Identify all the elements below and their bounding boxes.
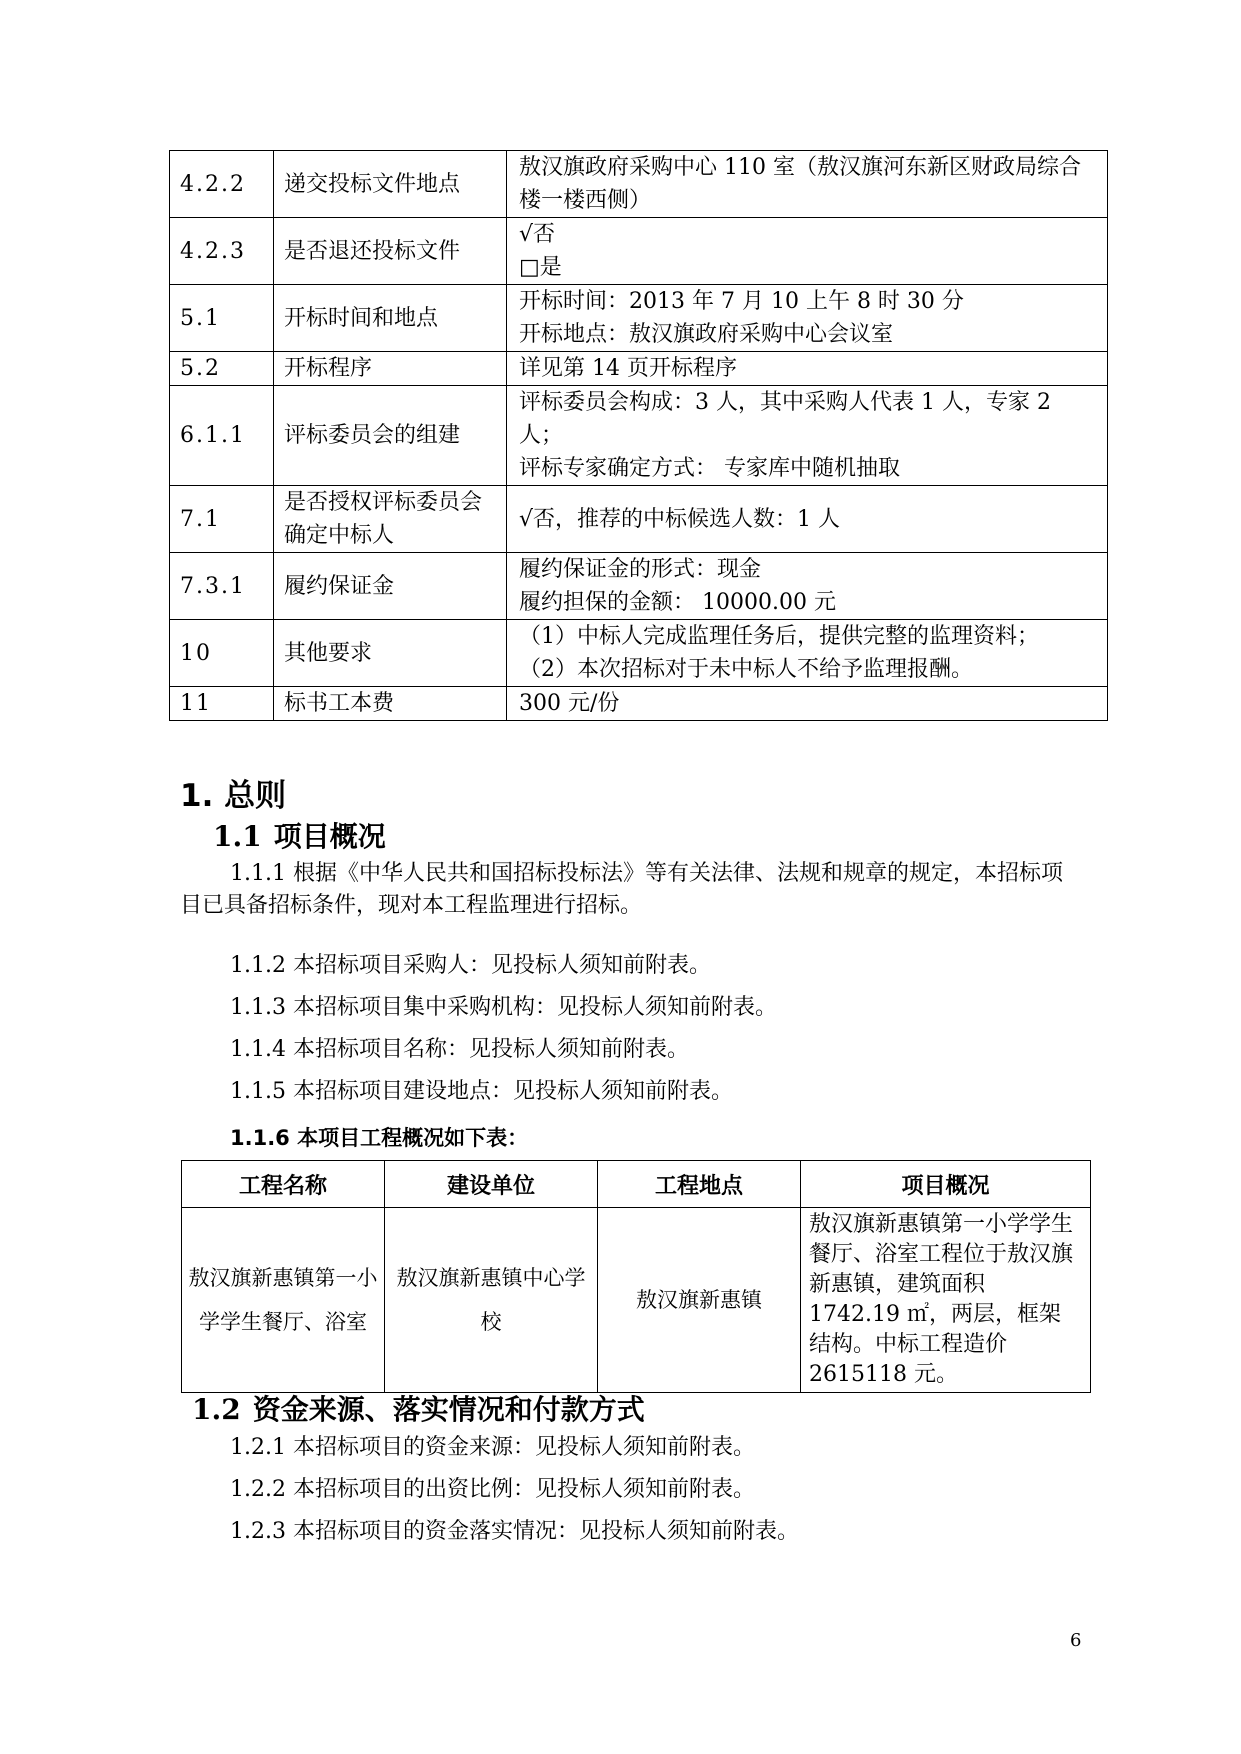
clause-number-cell: 7.1 (170, 486, 274, 553)
paragraph-1-1-2: 1.1.2 本招标项目采购人：见投标人须知前附表。 (230, 953, 711, 978)
content-line: 敖汉旗政府采购中心 110 室（敖汉旗河东新区财政局综合楼一楼西侧） (519, 155, 1081, 213)
table-row (170, 218, 1108, 285)
content-cell (507, 553, 1108, 620)
clause-number-cell: 5.1 (170, 285, 274, 352)
item-name-cell: 开标时间和地点 (274, 285, 507, 352)
data-sheet-table (169, 150, 1108, 721)
paragraph-1-1-5: 1.1.5 本招标项目建设地点：见投标人须知前附表。 (230, 1079, 733, 1104)
col-header-unit: 建设单位 (385, 1161, 598, 1208)
paragraph-1-2-3: 1.2.3 本招标项目的资金落实情况：见投标人须知前附表。 (230, 1519, 799, 1544)
cell-construction-unit: 敖汉旗新惠镇中心学校 (385, 1208, 598, 1393)
content-cell (507, 386, 1108, 486)
content-line: 履约担保的金额： 10000.00 元 (519, 590, 836, 615)
clause-number-cell: 5.2 (170, 352, 274, 386)
content-line: 评标委员会构成：3 人，其中采购人代表 1 人，专家 2 人； (519, 390, 1051, 448)
item-name-cell: 评标委员会的组建 (274, 386, 507, 486)
clause-number-cell: 11 (170, 687, 274, 721)
content-line: 评标专家确定方式： 专家库中随机抽取 (519, 456, 900, 481)
section-heading-1: 1. 总则 (180, 778, 287, 814)
content-line: 开标时间：2013 年 7 月 10 上午 8 时 30 分 (519, 289, 964, 314)
col-header-location: 工程地点 (598, 1161, 801, 1208)
table-row (182, 1208, 1091, 1393)
col-header-name: 工程名称 (182, 1161, 385, 1208)
section-heading-1-1: 1.1 项目概况 (213, 820, 386, 853)
content-cell (507, 687, 1108, 721)
cell-project-overview: 敖汉旗新惠镇第一小学学生餐厅、浴室工程位于敖汉旗新惠镇，建筑面积 1742.19 ㎡，两层，框架结构。中标工程造价 2615118 元。 (801, 1208, 1091, 1393)
project-overview-table (181, 1160, 1091, 1393)
table-header-row (182, 1161, 1091, 1208)
cell-project-name: 敖汉旗新惠镇第一小学学生餐厅、浴室 (182, 1208, 385, 1393)
clause-number-cell: 4.2.2 (170, 151, 274, 218)
table-row (170, 620, 1108, 687)
content-line: 300 元/份 (519, 691, 620, 716)
page-number: 6 (1070, 1630, 1082, 1651)
table-row (170, 285, 1108, 352)
table-row (170, 352, 1108, 386)
item-name-cell: 其他要求 (274, 620, 507, 687)
section-heading-1-2: 1.2 资金来源、落实情况和付款方式 (192, 1393, 645, 1426)
content-line: 开标地点：敖汉旗政府采购中心会议室 (519, 322, 894, 347)
paragraph-1-1-4: 1.1.4 本招标项目名称：见投标人须知前附表。 (230, 1037, 689, 1062)
item-name-cell: 开标程序 (274, 352, 507, 386)
content-line: 详见第 14 页开标程序 (519, 356, 737, 381)
clause-number-cell: 6.1.1 (170, 386, 274, 486)
paragraph-1-1-1: 1.1.1 根据《中华人民共和国招标投标法》等有关法律、法规和规章的规定，本招标项目已具备招标条件，现对本工程监理进行招标。 (180, 861, 1063, 918)
content-line: （1）中标人完成监理任务后，提供完整的监理资料； (519, 624, 1039, 649)
content-cell (507, 486, 1108, 553)
table-row (170, 687, 1108, 721)
item-name-cell: 是否退还投标文件 (274, 218, 507, 285)
paragraph-1-2-1: 1.2.1 本招标项目的资金来源：见投标人须知前附表。 (230, 1435, 755, 1460)
item-name-cell: 是否授权评标委员会确定中标人 (274, 486, 507, 553)
content-cell (507, 620, 1108, 687)
content-line: √否，推荐的中标候选人数：1 人 (519, 506, 841, 532)
content-cell (507, 151, 1108, 218)
table-row (170, 151, 1108, 218)
paragraph-1-2-2: 1.2.2 本招标项目的出资比例：见投标人须知前附表。 (230, 1477, 755, 1502)
content-line: 履约保证金的形式：现金 (519, 557, 762, 582)
content-line: （2）本次招标对于未中标人不给予监理报酬。 (519, 657, 973, 682)
clause-number-cell: 7.3.1 (170, 553, 274, 620)
content-line: □是 (519, 255, 562, 280)
col-header-overview: 项目概况 (801, 1161, 1091, 1208)
cell-project-location: 敖汉旗新惠镇 (598, 1208, 801, 1393)
item-name-cell: 履约保证金 (274, 553, 507, 620)
table-row (170, 486, 1108, 553)
content-cell (507, 285, 1108, 352)
clause-number-cell: 10 (170, 620, 274, 687)
table-row (170, 553, 1108, 620)
content-cell (507, 218, 1108, 285)
paragraph-1-1-6: 1.1.6 本项目工程概况如下表： (230, 1126, 529, 1150)
content-cell (507, 352, 1108, 386)
item-name-cell: 递交投标文件地点 (274, 151, 507, 218)
content-line: √否 (519, 222, 556, 247)
table-row (170, 386, 1108, 486)
clause-number-cell: 4.2.3 (170, 218, 274, 285)
paragraph-1-1-3: 1.1.3 本招标项目集中采购机构：见投标人须知前附表。 (230, 995, 777, 1020)
item-name-cell: 标书工本费 (274, 687, 507, 721)
